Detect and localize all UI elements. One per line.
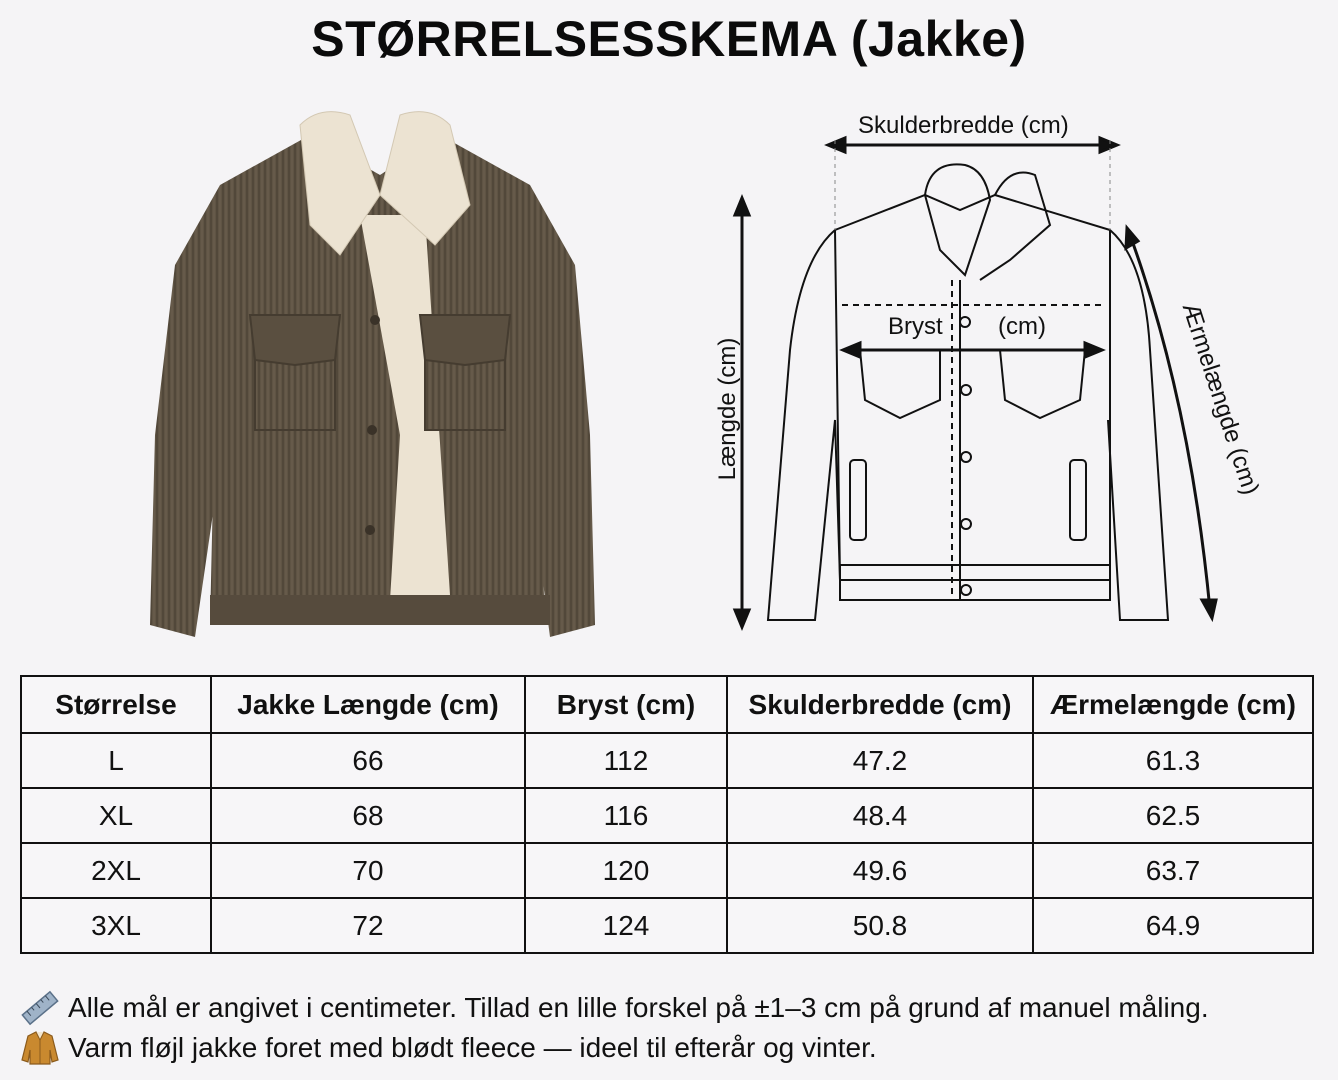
jacket-icon: [20, 1030, 60, 1066]
page-title: STØRRELSESSKEMA (Jakke): [311, 11, 1027, 67]
note-measurement: [20, 988, 1209, 1028]
table-cell: 66: [211, 733, 525, 788]
size-table: [20, 675, 1314, 954]
table-cell: 2XL: [21, 843, 211, 898]
table-cell: 120: [525, 843, 727, 898]
sleeve-length-label: Ærmelængde (cm): [1176, 299, 1265, 499]
column-header: Bryst (cm): [525, 676, 727, 733]
length-label: Længde (cm): [714, 337, 741, 481]
table-cell: 72: [211, 898, 525, 953]
table-cell: 63.7: [1033, 843, 1313, 898]
notes: [20, 988, 1209, 1068]
ruler-icon: [20, 990, 60, 1026]
column-header: Ærmelængde (cm): [1033, 676, 1313, 733]
table-cell: 49.6: [727, 843, 1033, 898]
column-header: Størrelse: [21, 676, 211, 733]
table-cell: 116: [525, 788, 727, 843]
table-cell: 64.9: [1033, 898, 1313, 953]
column-header: Jakke Længde (cm): [211, 676, 525, 733]
chest-unit-label: (cm): [998, 313, 1046, 340]
table-cell: 70: [211, 843, 525, 898]
chest-label: Bryst: [888, 313, 943, 340]
table-cell: 3XL: [21, 898, 211, 953]
table-cell: L: [21, 733, 211, 788]
table-row: [21, 788, 1313, 843]
note-material: [20, 1028, 1209, 1068]
table-cell: 62.5: [1033, 788, 1313, 843]
table-row: [21, 898, 1313, 953]
table-cell: XL: [21, 788, 211, 843]
shoulder-width-label: Skulderbredde (cm): [858, 112, 1069, 139]
column-header: Skulderbredde (cm): [727, 676, 1033, 733]
table-cell: 112: [525, 733, 727, 788]
jacket-photo: [150, 105, 600, 650]
table-cell: 61.3: [1033, 733, 1313, 788]
note-text: Varm fløjl jakke foret med blødt fleece — ideel til efterår og vinter.: [68, 1032, 877, 1063]
table-cell: 124: [525, 898, 727, 953]
table-row: [21, 733, 1313, 788]
table-cell: 50.8: [727, 898, 1033, 953]
note-text: Alle mål er angivet i centimeter. Tillad en lille forskel på ±1–3 cm på grund af manuel måling.: [68, 992, 1209, 1023]
table-row: [21, 843, 1313, 898]
table-header-row: [21, 676, 1313, 733]
table-cell: 48.4: [727, 788, 1033, 843]
table-cell: 47.2: [727, 733, 1033, 788]
table-cell: 68: [211, 788, 525, 843]
